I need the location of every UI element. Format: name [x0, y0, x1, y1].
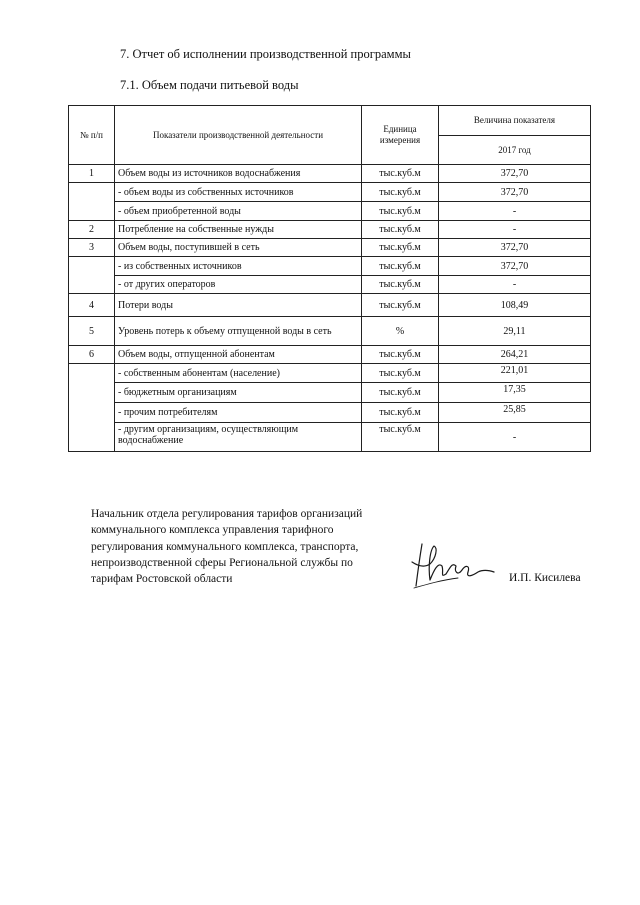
signatory-name: И.П. Кисилева [509, 572, 581, 584]
row-value: 264,21 [439, 346, 591, 364]
row-indicator: Уровень потерь к объему отпущенной воды в сеть [115, 317, 362, 346]
row-value: 372,70 [439, 165, 591, 183]
table-row [69, 257, 591, 276]
table-row [69, 346, 591, 364]
row-unit: тыс.куб.м [362, 276, 439, 294]
row-indicator: - бюджетным организациям [115, 383, 362, 403]
row-num: 3 [69, 239, 115, 257]
row-unit: тыс.куб.м [362, 346, 439, 364]
table-row [69, 202, 591, 221]
table-row [69, 221, 591, 239]
row-num [69, 183, 115, 221]
table-row [69, 383, 591, 403]
row-indicator: - собственным абонентам (население) [115, 364, 362, 383]
header-unit: Единица измерения [362, 106, 439, 165]
row-value: - [439, 221, 591, 239]
table-row [69, 423, 591, 452]
row-indicator: - из собственных источников [115, 257, 362, 276]
row-unit: тыс.куб.м [362, 383, 439, 403]
row-indicator: - прочим потребителям [115, 403, 362, 423]
row-value: 17,35 [439, 383, 591, 403]
row-value: 29,11 [439, 317, 591, 346]
row-num: 2 [69, 221, 115, 239]
row-unit: тыс.куб.м [362, 202, 439, 221]
row-indicator: Потери воды [115, 294, 362, 317]
header-indicator: Показатели производственной деятельности [115, 106, 362, 165]
row-indicator: - объем приобретенной воды [115, 202, 362, 221]
row-indicator: Объем воды, отпущенной абонентам [115, 346, 362, 364]
table-row [69, 294, 591, 317]
header-num: № п/п [69, 106, 115, 165]
row-value: 221,01 [439, 364, 591, 383]
table-row [69, 317, 591, 346]
row-indicator: Объем воды, поступившей в сеть [115, 239, 362, 257]
row-indicator: - другим организациям, осуществляющим водоснабжение [115, 423, 362, 452]
row-num: 6 [69, 346, 115, 364]
section-heading: 7. Отчет об исполнении производственной программы [120, 47, 411, 61]
row-unit: тыс.куб.м [362, 239, 439, 257]
signatory-title-line: коммунального комплекса управления тарифного [91, 524, 334, 537]
row-unit: тыс.куб.м [362, 165, 439, 183]
row-value: 108,49 [439, 294, 591, 317]
signatory-title-line: непроизводственной сферы Региональной службы по [91, 556, 353, 569]
row-unit: тыс.куб.м [362, 183, 439, 202]
subsection-heading: 7.1. Объем подачи питьевой воды [120, 78, 299, 92]
row-value: - [439, 276, 591, 294]
signatory-title-line: Начальник отдела регулирования тарифов организаций [91, 508, 363, 520]
table-row [69, 183, 591, 202]
table-row [69, 276, 591, 294]
row-unit: тыс.куб.м [362, 294, 439, 317]
row-indicator: Потребление на собственные нужды [115, 221, 362, 239]
table-row [69, 364, 591, 383]
table-row [69, 403, 591, 423]
row-unit: тыс.куб.м [362, 257, 439, 276]
row-unit: тыс.куб.м [362, 403, 439, 423]
row-num [69, 364, 115, 452]
row-indicator: Объем воды из источников водоснабжения [115, 165, 362, 183]
row-num: 5 [69, 317, 115, 346]
row-value: 372,70 [439, 183, 591, 202]
row-num: 1 [69, 165, 115, 183]
row-num [69, 257, 115, 294]
row-value: - [439, 202, 591, 221]
row-unit: тыс.куб.м [362, 423, 439, 452]
handwritten-signature [408, 540, 498, 592]
signatory-title-line: регулирования коммунального комплекса, транспорта, [91, 540, 359, 553]
row-num: 4 [69, 294, 115, 317]
row-indicator: - от других операторов [115, 276, 362, 294]
row-value: 372,70 [439, 257, 591, 276]
row-unit: тыс.куб.м [362, 221, 439, 239]
table-row [69, 239, 591, 257]
header-value: Величина показателя [439, 106, 591, 136]
row-value: 25,85 [439, 403, 591, 423]
signatory-title [91, 506, 411, 587]
row-value: 372,70 [439, 239, 591, 257]
row-value: - [439, 423, 591, 452]
signatory-title-line: тарифам Ростовской области [91, 573, 233, 586]
row-unit: % [362, 317, 439, 346]
row-unit: тыс.куб.м [362, 364, 439, 383]
table-row [69, 165, 591, 183]
row-indicator: - объем воды из собственных источников [115, 183, 362, 202]
water-supply-table [68, 105, 591, 452]
header-year: 2017 год [439, 136, 591, 165]
